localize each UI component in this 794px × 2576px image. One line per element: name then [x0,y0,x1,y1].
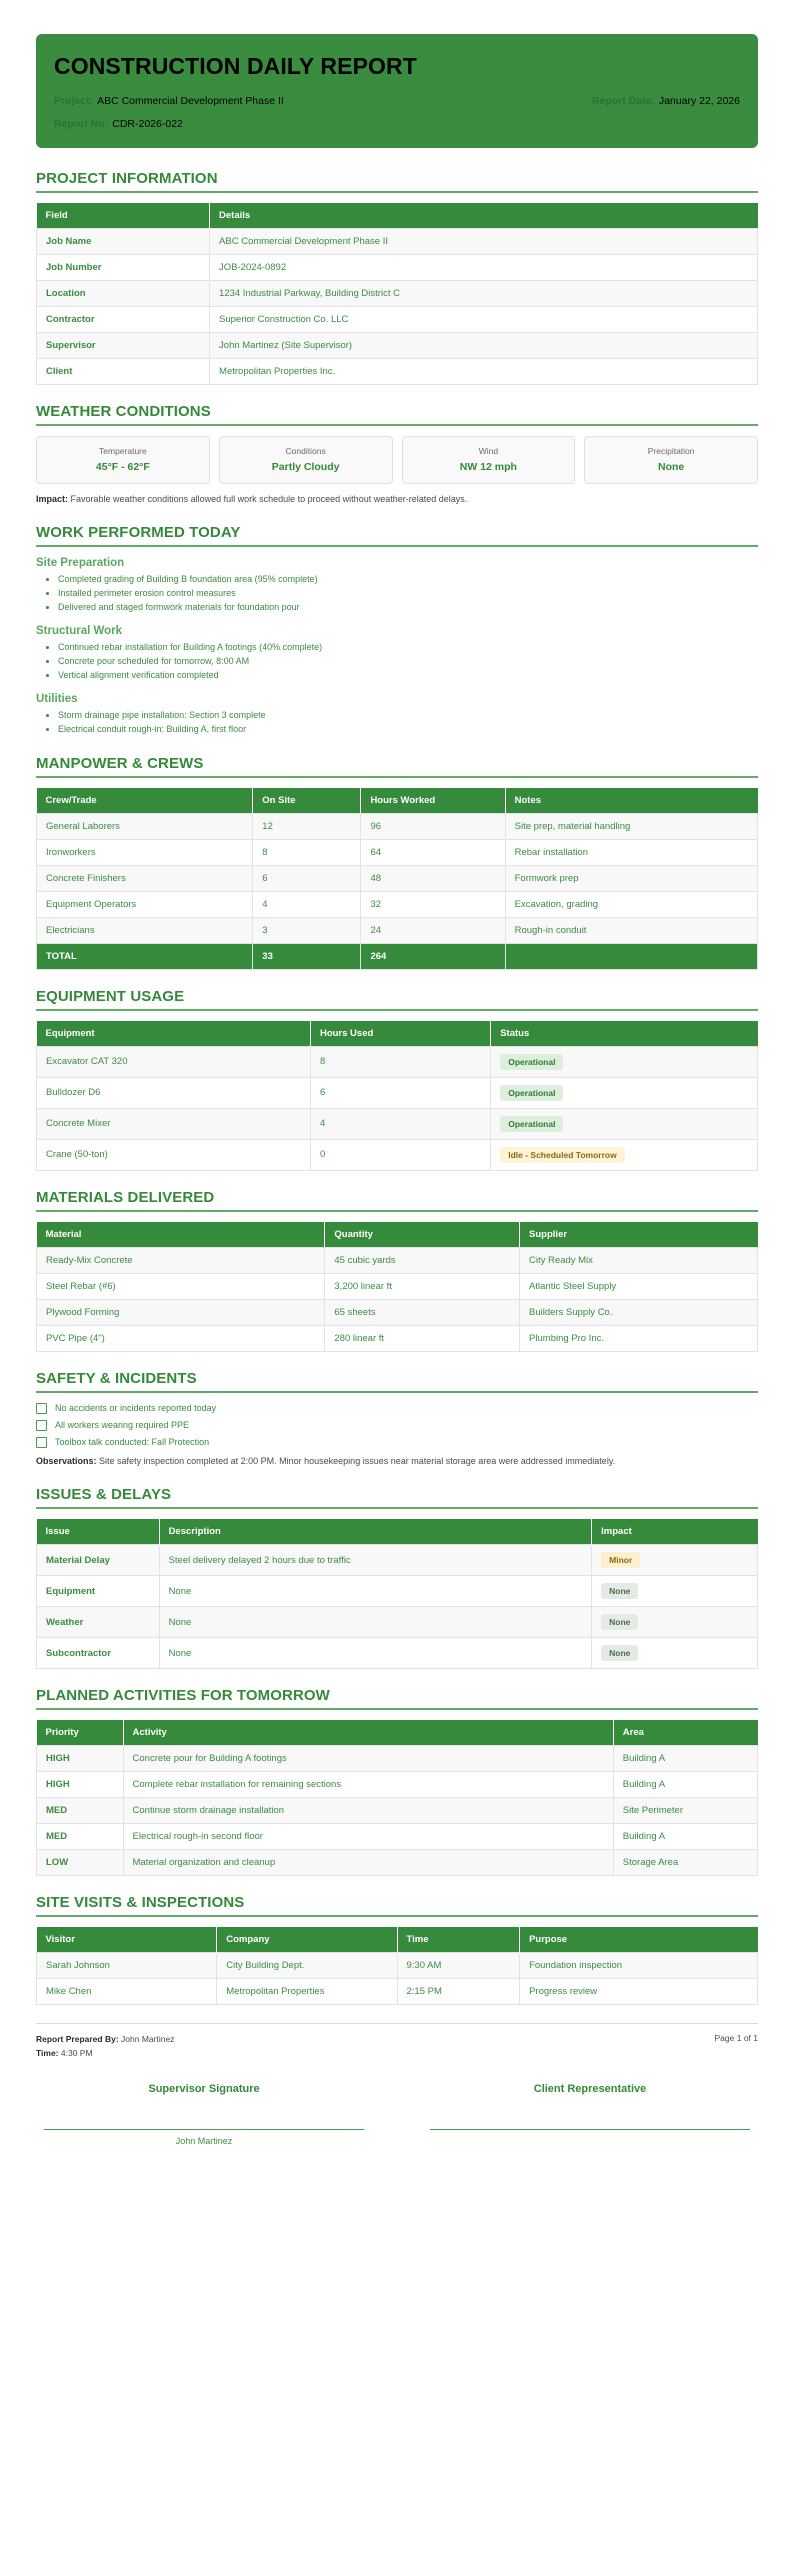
table-cell: JOB-2024-0892 [210,255,758,281]
section-divider [36,191,758,193]
table-cell: Material organization and cleanup [123,1850,613,1876]
table-row [37,1772,758,1798]
section-title-planned: PLANNED ACTIVITIES FOR TOMORROW [36,1687,330,1705]
signature-name [422,2136,758,2148]
section-title-work-performed: WORK PERFORMED TODAY [36,524,241,542]
work-group-title: Utilities [36,692,78,705]
table-body [37,1545,758,1669]
table-row [37,1824,758,1850]
checkbox[interactable] [36,1420,47,1431]
column-header: Details [210,203,758,229]
table-cell: MED [37,1798,124,1824]
section-issues-delays [36,1486,758,1669]
work-group-list [36,709,758,737]
status-badge: None [601,1645,638,1661]
table-header-row [37,203,758,229]
table-cell [592,1607,758,1638]
site-visits-table [36,1927,758,2005]
table-cell: 1234 Industrial Parkway, Building District C [210,281,758,307]
column-header: Activity [123,1720,613,1746]
table-row [37,1108,758,1139]
table-cell [592,1576,758,1607]
column-header: Notes [505,788,757,814]
section-work-performed [36,524,758,737]
table-cell: Excavator CAT 320 [37,1046,311,1077]
weather-card-value: Partly Cloudy [271,461,340,474]
table-row [37,1953,758,1979]
table-cell: 4 [253,891,361,917]
table-row [37,307,758,333]
table-cell: Supervisor [37,333,210,359]
table-header-row [37,1519,758,1545]
status-badge: None [601,1614,638,1630]
table-row [37,1299,758,1325]
weather-card-label: Conditions [285,446,326,457]
table-cell: 264 [361,943,505,969]
table-cell: Atlantic Steel Supply [520,1273,758,1299]
table-cell: Material Delay [37,1545,160,1576]
table-cell [491,1139,758,1170]
table-cell: 280 linear ft [325,1325,520,1351]
footer-prepared-by [36,2033,174,2060]
status-badge: Operational [500,1085,563,1101]
table-cell: 96 [361,813,505,839]
column-header: Status [491,1021,758,1047]
section-planned-activities [36,1687,758,1876]
footer-prepared-line [36,2033,174,2047]
table-header-row [37,1222,758,1248]
table-cell: 2:15 PM [397,1979,520,2005]
table-cell: Job Number [37,255,210,281]
table-cell: Superior Construction Co. LLC [210,307,758,333]
weather-impact-text: Favorable weather conditions allowed full work schedule to proceed without weather-related delays. [70,494,468,505]
table-row [37,1273,758,1299]
table-cell: Crane (50-ton) [37,1139,311,1170]
signature-title: Supervisor Signature [148,2082,260,2095]
safety-check-row[interactable] [36,1420,758,1431]
column-header: Hours Used [310,1021,490,1047]
table-cell: Client [37,359,210,385]
section-project-information [36,170,758,385]
table-cell: 24 [361,917,505,943]
table-body [37,1247,758,1351]
column-header: Field [37,203,210,229]
report-footer [36,2023,758,2060]
column-header: Priority [37,1720,124,1746]
column-header: Visitor [37,1927,217,1953]
table-row [37,813,758,839]
section-title-issues: ISSUES & DELAYS [36,1486,172,1504]
table-cell: Building A [613,1772,757,1798]
work-group-title: Site Preparation [36,557,125,570]
signature-block [36,2083,372,2148]
safety-observations-text: Site safety inspection completed at 2:00 PM. Minor housekeeping issues near material storage area were addressed immediately. [99,1455,616,1466]
table-cell: Mike Chen [37,1979,217,2005]
table-cell: 32 [361,891,505,917]
signature-line[interactable] [430,2129,750,2130]
table-body [37,1746,758,1876]
column-header: On Site [253,788,361,814]
header-reportno-label: Report No: [54,118,109,131]
weather-cards [36,436,758,484]
table-cell: 45 cubic yards [325,1247,520,1273]
section-divider [36,1009,758,1011]
checkbox-label: Toolbox talk conducted: Fall Protection [55,1437,210,1448]
work-group-list [36,573,758,615]
table-cell: HIGH [37,1772,124,1798]
table-cell: Contractor [37,307,210,333]
table-cell: 4 [310,1108,490,1139]
header-project-value: ABC Commercial Development Phase II [97,95,284,108]
table-cell: Builders Supply Co. [520,1299,758,1325]
status-badge: Minor [601,1552,640,1568]
checkbox[interactable] [36,1437,47,1448]
table-cell: None [159,1576,592,1607]
table-row [37,333,758,359]
table-cell: Steel Rebar (#6) [37,1273,325,1299]
list-item: • Electrical conduit rough-in: Building A, first floor [58,723,758,737]
table-cell: Site Perimeter [613,1798,757,1824]
table-row [37,1850,758,1876]
header-report-no [54,118,183,130]
weather-card [219,436,393,484]
table-cell [491,1077,758,1108]
column-header: Hours Worked [361,788,505,814]
column-header: Time [397,1927,520,1953]
table-cell: 0 [310,1139,490,1170]
safety-check-row[interactable] [36,1403,758,1414]
section-equipment-usage [36,988,758,1171]
project-information-table [36,203,758,385]
section-divider [36,776,758,778]
table-cell: Foundation inspection [520,1953,758,1979]
table-cell: Weather [37,1607,160,1638]
table-cell: Concrete Mixer [37,1108,311,1139]
header-project-label: Project: [54,95,94,108]
list-item: • Installed perimeter erosion control measures [58,587,758,601]
section-safety-incidents [36,1370,758,1469]
table-cell: Location [37,281,210,307]
column-header: Company [217,1927,397,1953]
table-cell: Plywood Forming [37,1299,325,1325]
list-item: • Vertical alignment verification completed [58,669,758,683]
table-cell: 3 [253,917,361,943]
column-header: Impact [592,1519,758,1545]
section-divider [36,545,758,547]
table-cell: Equipment Operators [37,891,253,917]
footer-prepared-label: Report Prepared By: [36,2034,119,2045]
section-title-equipment: EQUIPMENT USAGE [36,987,185,1005]
table-cell: Sarah Johnson [37,1953,217,1979]
section-weather-conditions [36,403,758,506]
header-meta-row-2 [54,118,740,130]
table-cell: 65 sheets [325,1299,520,1325]
status-badge: None [601,1583,638,1599]
table-cell: Job Name [37,229,210,255]
table-cell: Subcontractor [37,1638,160,1669]
table-cell: 3,200 linear ft [325,1273,520,1299]
status-badge: Operational [500,1054,563,1070]
table-cell: Building A [613,1746,757,1772]
table-header-row [37,788,758,814]
table-row [37,1139,758,1170]
table-cell: Concrete pour for Building A footings [123,1746,613,1772]
table-cell: John Martinez (Site Supervisor) [210,333,758,359]
weather-card-value: 45°F - 62°F [95,461,150,474]
safety-checklist [36,1403,758,1448]
table-body [37,1046,758,1170]
header-reportno-value: CDR-2026-022 [112,118,183,131]
table-cell: General Laborers [37,813,253,839]
signature-block [422,2083,758,2148]
table-cell: TOTAL [37,943,253,969]
section-site-visits [36,1894,758,2005]
table-cell: Metropolitan Properties [217,1979,397,2005]
table-cell: 8 [253,839,361,865]
header-meta-row-1 [54,95,740,107]
section-divider [36,1708,758,1710]
table-header-row [37,1927,758,1953]
table-cell [592,1545,758,1576]
footer-time-line [36,2047,174,2061]
table-cell: HIGH [37,1746,124,1772]
table-cell: 6 [253,865,361,891]
table-cell: Electricians [37,917,253,943]
section-manpower [36,755,758,970]
footer-time-value: 4:30 PM [60,2047,93,2058]
list-item: • Completed grading of Building B foundation area (95% complete) [58,573,758,587]
table-row [37,1325,758,1351]
list-item: • Continued rebar installation for Building A footings (40% complete) [58,641,758,655]
section-divider [36,1210,758,1212]
work-groups [36,557,758,737]
table-cell: Excavation, grading [505,891,757,917]
table-cell: Metropolitan Properties Inc. [210,359,758,385]
table-cell: PVC Pipe (4") [37,1325,325,1351]
table-header-row [37,1021,758,1047]
work-group-list [36,641,758,683]
weather-card-value: NW 12 mph [459,461,517,474]
table-total-row [37,943,758,969]
weather-card [402,436,576,484]
section-title-project-information: PROJECT INFORMATION [36,170,218,188]
table-body [37,1953,758,2005]
table-cell: City Ready Mix [520,1247,758,1273]
table-cell: 64 [361,839,505,865]
footer-time-label: Time: [36,2047,59,2058]
table-cell: None [159,1638,592,1669]
weather-card-label: Wind [478,446,499,457]
page-title: CONSTRUCTION DAILY REPORT [54,53,417,79]
table-cell: Electrical rough-in second floor [123,1824,613,1850]
table-cell: 8 [310,1046,490,1077]
weather-impact-label: Impact: [36,494,69,505]
weather-card [584,436,758,484]
table-cell: Ironworkers [37,839,253,865]
table-cell: Formwork prep [505,865,757,891]
table-row [37,229,758,255]
section-title-weather: WEATHER CONDITIONS [36,403,211,421]
column-header: Quantity [325,1222,520,1248]
weather-card [36,436,210,484]
list-item: • Storm drainage pipe installation: Section 3 complete [58,709,758,723]
table-cell [592,1638,758,1669]
table-cell: Storage Area [613,1850,757,1876]
header-report-date [592,95,740,107]
table-row [37,1979,758,2005]
footer-prepared-value: John Martinez [121,2034,175,2045]
table-row [37,281,758,307]
table-cell: 9:30 AM [397,1953,520,1979]
materials-table [36,1222,758,1352]
table-cell: Plumbing Pro Inc. [520,1325,758,1351]
report-header [36,34,758,148]
table-body [37,229,758,385]
section-divider [36,1391,758,1393]
table-cell: LOW [37,1850,124,1876]
table-cell: Building A [613,1824,757,1850]
status-badge: Idle - Scheduled Tomorrow [500,1147,624,1163]
table-row [37,891,758,917]
table-row [37,359,758,385]
table-cell: Steel delivery delayed 2 hours due to traffic [159,1545,592,1576]
table-cell: Rough-in conduit [505,917,757,943]
table-cell: 6 [310,1077,490,1108]
work-group-title: Structural Work [36,625,123,638]
table-row [37,839,758,865]
table-cell: 33 [253,943,361,969]
table-row [37,865,758,891]
column-header: Equipment [37,1021,311,1047]
table-row [37,1077,758,1108]
status-badge: Operational [500,1116,563,1132]
table-cell: MED [37,1824,124,1850]
table-row [37,1638,758,1669]
table-row [37,1576,758,1607]
table-cell: Rebar installation [505,839,757,865]
signature-title: Client Representative [533,2082,647,2095]
table-cell: Complete rebar installation for remaining sections [123,1772,613,1798]
table-cell [505,943,757,969]
safety-observations-label: Observations: [36,1455,97,1466]
section-divider [36,424,758,426]
table-row [37,255,758,281]
table-cell: Site prep, material handling [505,813,757,839]
section-materials-delivered [36,1189,758,1352]
weather-card-label: Temperature [99,446,147,457]
issues-table [36,1519,758,1669]
table-row [37,917,758,943]
table-cell: 12 [253,813,361,839]
table-cell: Progress review [520,1979,758,2005]
weather-impact [36,493,758,506]
weather-card-label: Precipitation [647,446,695,457]
signature-area [36,2083,758,2148]
column-header: Material [37,1222,325,1248]
table-row [37,1247,758,1273]
column-header: Issue [37,1519,160,1545]
header-project [54,95,284,107]
footer-page-number: Page 1 of 1 [714,2033,758,2044]
column-header: Description [159,1519,592,1545]
table-row [37,1545,758,1576]
signature-line[interactable] [44,2129,364,2130]
table-cell: 48 [361,865,505,891]
table-cell: City Building Dept. [217,1953,397,1979]
section-divider [36,1915,758,1917]
table-cell: Equipment [37,1576,160,1607]
section-title-manpower: MANPOWER & CREWS [36,754,204,772]
section-title-materials: MATERIALS DELIVERED [36,1188,215,1206]
table-cell [491,1108,758,1139]
table-cell: Bulldozer D6 [37,1077,311,1108]
table-header-row [37,1720,758,1746]
column-header: Crew/Trade [37,788,253,814]
checkbox-label: All workers wearing required PPE [55,1420,190,1431]
manpower-table [36,788,758,970]
column-header: Purpose [520,1927,758,1953]
column-header: Area [613,1720,757,1746]
weather-card-value: None [658,461,685,474]
table-cell: None [159,1607,592,1638]
section-title-site-visits: SITE VISITS & INSPECTIONS [36,1894,245,1912]
section-divider [36,1507,758,1509]
table-row [37,1607,758,1638]
section-title-safety: SAFETY & INCIDENTS [36,1369,197,1387]
table-cell: Concrete Finishers [37,865,253,891]
column-header: Supplier [520,1222,758,1248]
equipment-table [36,1021,758,1171]
list-item: • Delivered and staged formwork materials for foundation pour [58,601,758,615]
table-cell: ABC Commercial Development Phase II [210,229,758,255]
table-row [37,1046,758,1077]
planned-activities-table [36,1720,758,1876]
table-body [37,813,758,969]
list-item: • Concrete pour scheduled for tomorrow, 8:00 AM [58,655,758,669]
safety-check-row[interactable] [36,1437,758,1448]
checkbox[interactable] [36,1403,47,1414]
table-row [37,1798,758,1824]
table-cell: Continue storm drainage installation [123,1798,613,1824]
header-date-value: January 22, 2026 [658,95,740,108]
checkbox-label: No accidents or incidents reported today [55,1403,217,1414]
signature-name: John Martinez [175,2135,233,2146]
table-cell: Ready-Mix Concrete [37,1247,325,1273]
table-row [37,1746,758,1772]
header-date-label: Report Date: [591,95,655,108]
safety-observations [36,1455,758,1469]
table-cell [491,1046,758,1077]
